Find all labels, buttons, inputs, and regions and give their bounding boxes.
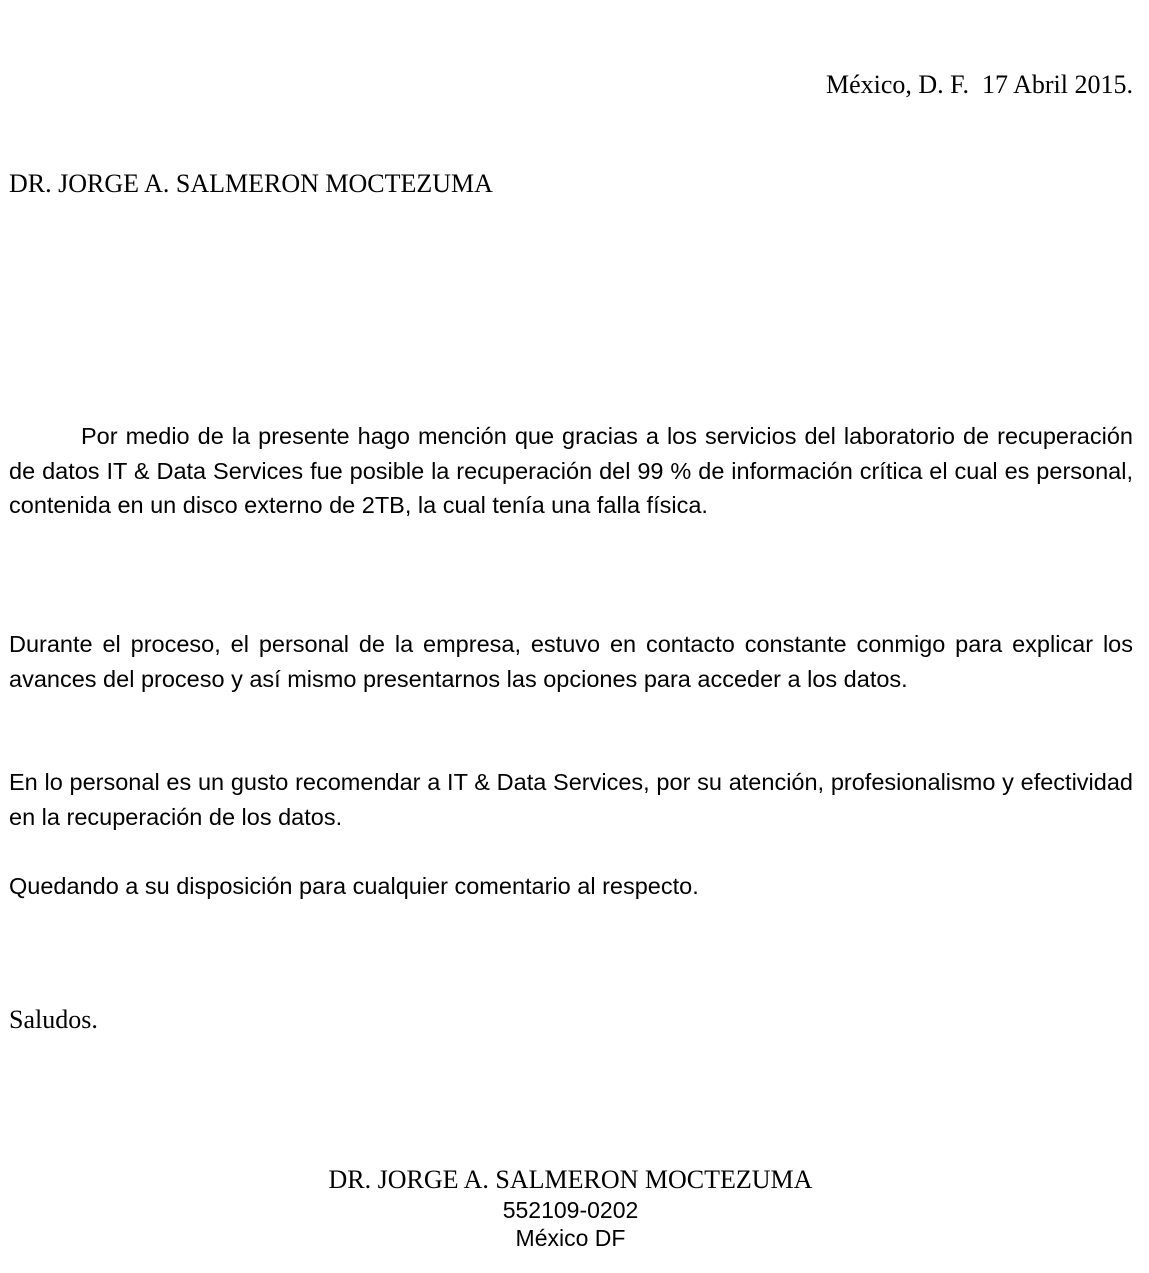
letter-date: México, D. F. 17 Abril 2015. — [825, 70, 1133, 99]
signature-phone: 552109-0202 — [502, 1197, 639, 1223]
body-paragraph-4: Quedando a su disposición para cualquier comentario al respecto. — [9, 873, 699, 899]
body-paragraph-3: En lo personal es un gusto recomendar a IT & Data Services, por su atención, profesionalismo y efectividad en la recuperación de los datos. — [9, 769, 1133, 830]
signature-block — [0, 1164, 1141, 1252]
signature-name: DR. JORGE A. SALMERON MOCTEZUMA — [328, 1165, 813, 1194]
signature-location: México DF — [515, 1225, 626, 1251]
closing-salutation: Saludos. — [9, 1005, 98, 1034]
body-paragraph-2: Durante el proceso, el personal de la empresa, estuvo en contacto constante conmigo para explicar los avances del proceso y así mismo presentarnos las opciones para acceder a los datos. — [9, 631, 1133, 692]
recipient-name: DR. JORGE A. SALMERON MOCTEZUMA — [9, 169, 493, 198]
body-paragraph-1: Por medio de la presente hago mención que gracias a los servicios del laboratorio de recuperación de datos IT & Data Services fue posible la recuperación del 99 % de información crítica el cual es personal, contenida en un disco externo de 2TB, la cual tenía una falla física. — [9, 423, 1133, 518]
